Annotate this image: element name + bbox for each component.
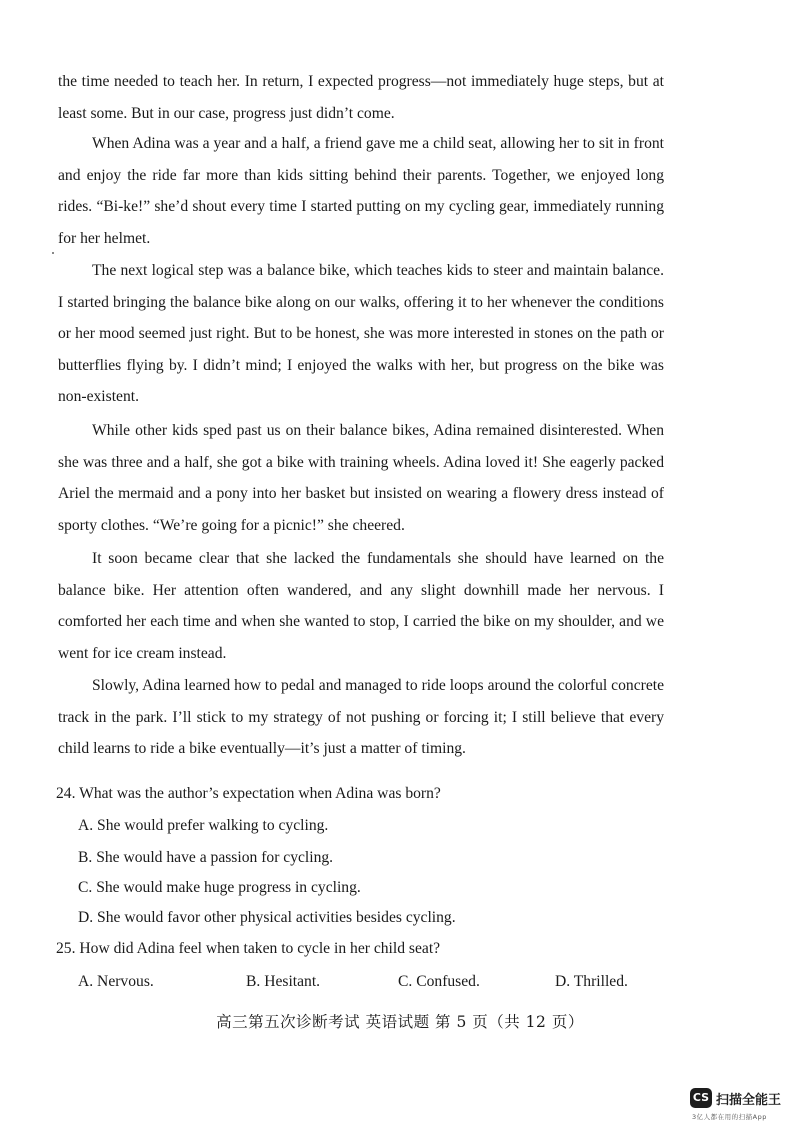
question-24-option-d: D. She would favor other physical activities besides cycling.	[78, 909, 456, 926]
page-footer: 高三第五次诊断考试 英语试题 第 5 页（共 12 页）	[216, 1013, 584, 1031]
watermark-tagline: 3亿人都在用的扫描App	[692, 1113, 767, 1121]
passage-paragraph-4: While other kids sped past us on their balance bikes, Adina remained disinterested. When she was three and a half, she got a bike with training wheels. Adina loved it! She eagerly packed Ariel the mermaid and a pony into her basket but insisted on wearing a flowery dress instead of sporty clothes. “We’re going for a picnic!” she cheered.	[58, 422, 664, 534]
question-24-option-c: C. She would make huge progress in cycling.	[78, 879, 361, 896]
question-25-option-c: C. Confused.	[398, 973, 480, 990]
passage-paragraph-6: Slowly, Adina learned how to pedal and managed to ride loops around the colorful concrete track in the park. I’ll stick to my strategy of not pushing or forcing it; I still believe that every child learns to ride a bike eventually—it’s just a matter of timing.	[58, 677, 664, 757]
question-25-option-d: D. Thrilled.	[555, 973, 628, 990]
scan-speck	[52, 252, 54, 254]
passage-paragraph-1: the time needed to teach her. In return, I expected progress—not immediately huge steps, but at least some. But in our case, progress just didn’t come.	[58, 73, 664, 122]
passage-paragraph-2: When Adina was a year and a half, a friend gave me a child seat, allowing her to sit in front and enjoy the ride far more than kids sitting behind their parents. Together, we enjoyed long rides. “Bi-ke!” she’d shout every time I started putting on my cycling gear, immediately running for her helmet.	[58, 135, 664, 247]
scanner-watermark	[690, 1088, 795, 1124]
passage-paragraph-5: It soon became clear that she lacked the fundamentals she should have learned on the balance bike. Her attention often wandered, and any slight downhill made her nervous. I comforted her each time and when she wanted to stop, I carried the bike on my shoulder, and we went for ice cream instead.	[58, 550, 664, 662]
question-25-option-b: B. Hesitant.	[246, 973, 321, 990]
question-25-option-a: A. Nervous.	[78, 973, 154, 990]
question-24-option-a: A. She would prefer walking to cycling.	[78, 817, 329, 834]
passage-paragraph-3: The next logical step was a balance bike, which teaches kids to steer and maintain balance. I started bringing the balance bike along on our walks, offering it to her whenever the conditions or her mood seemed just right. But to be honest, she was more interested in stones on the path or butterflies flying by. I didn’t mind; I enjoyed the walks with her, but progress on the bike was non-existent.	[58, 262, 664, 405]
camscanner-logo-icon: CS	[690, 1088, 712, 1108]
question-24-stem: 24. What was the author’s expectation when Adina was born?	[56, 785, 441, 802]
question-25-stem: 25. How did Adina feel when taken to cycle in her child seat?	[56, 940, 441, 957]
watermark-app-name: 扫描全能王	[716, 1093, 782, 1108]
question-24-option-b: B. She would have a passion for cycling.	[78, 849, 334, 866]
